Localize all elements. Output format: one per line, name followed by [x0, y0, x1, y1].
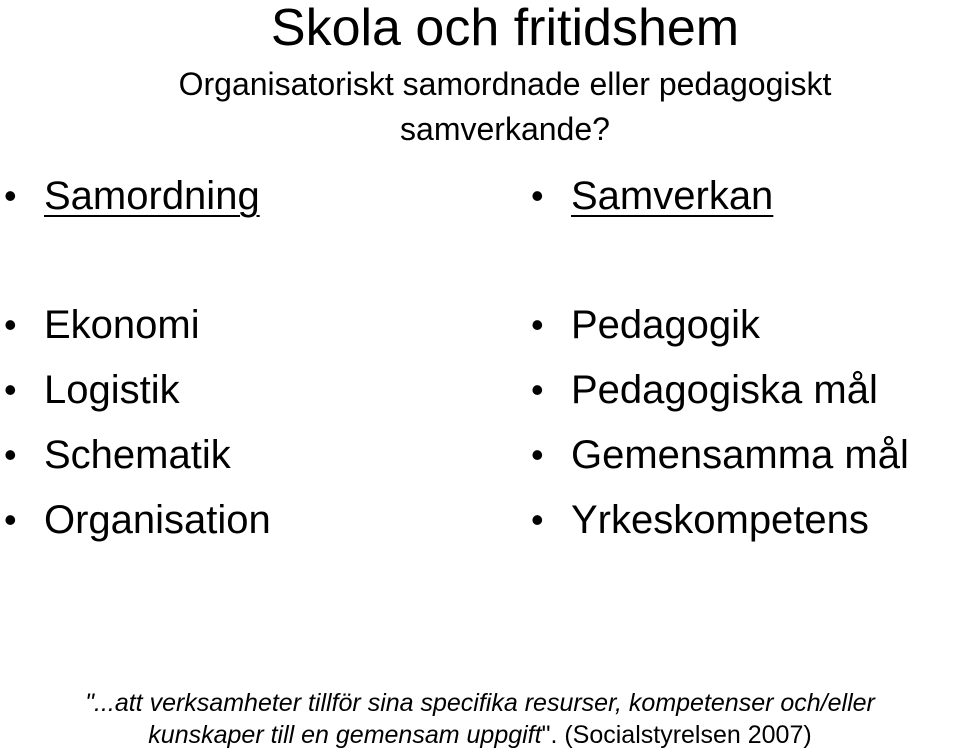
left-heading-label: Samordning [44, 174, 260, 218]
subtitle-line-1: Organisatoriskt samordnade eller pedagogiskt [178, 66, 832, 102]
left-item-label: Logistik [44, 368, 180, 412]
left-list-item [4, 497, 271, 543]
left-list-item [4, 432, 231, 478]
right-heading-label: Samverkan [571, 174, 774, 218]
right-column-heading [531, 173, 774, 219]
bullet-icon: • [4, 304, 17, 345]
bullet-icon: • [4, 369, 17, 410]
bullet-icon: • [531, 175, 544, 216]
right-item-label: Pedagogiska mål [571, 368, 878, 412]
right-list-item [531, 302, 761, 348]
left-column-heading [4, 173, 260, 219]
bullet-icon: • [4, 499, 17, 540]
quote-line-2 [0, 720, 960, 750]
left-item-label: Schematik [44, 433, 231, 477]
right-list-item [531, 497, 869, 543]
bullet-icon: • [4, 434, 17, 475]
quote-line-1: "...att verksamheter tillför sina specifika resurser, kompetenser och/eller [85, 689, 875, 717]
left-list-item [4, 367, 180, 413]
left-item-label: Organisation [44, 498, 271, 542]
left-item-label: Ekonomi [44, 303, 200, 347]
bullet-icon: • [531, 369, 544, 410]
bullet-icon: • [531, 434, 544, 475]
right-item-label: Gemensamma mål [571, 433, 909, 477]
bullet-icon: • [4, 175, 17, 216]
quote-citation: ". (Socialstyrelsen 2007) [541, 721, 812, 749]
right-item-label: Yrkeskompetens [571, 498, 869, 542]
right-item-label: Pedagogik [571, 303, 761, 347]
bullet-icon: • [531, 304, 544, 345]
subtitle-line-2: samverkande? [400, 111, 610, 147]
page-title: Skola och fritidshem [270, 0, 740, 57]
right-list-item [531, 367, 878, 413]
quote-italic-part: kunskaper till en gemensam uppgift [148, 721, 542, 749]
bullet-icon: • [531, 499, 544, 540]
left-list-item [4, 302, 200, 348]
right-list-item [531, 432, 909, 478]
